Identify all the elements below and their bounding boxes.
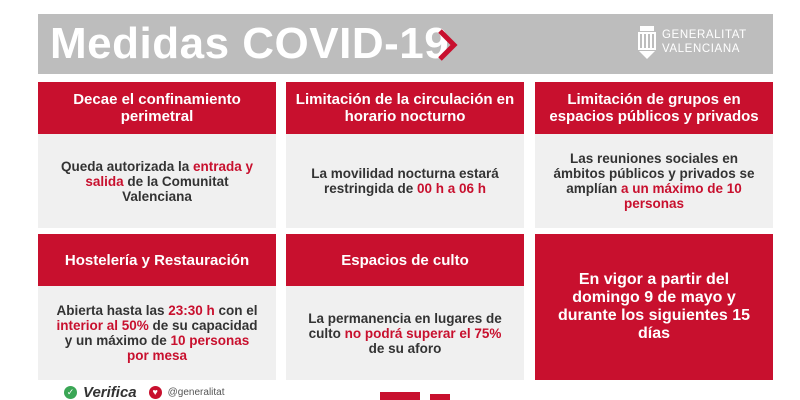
heart-icon: ♥ xyxy=(149,386,162,399)
card-body xyxy=(286,286,524,380)
highlight-text: 00 h a 06 h xyxy=(416,181,487,196)
card-body-text xyxy=(56,159,258,204)
generalitat-logo xyxy=(636,22,776,66)
card-body-text xyxy=(304,166,506,196)
chevron-right-icon xyxy=(432,27,462,63)
body-text: con el xyxy=(214,303,258,318)
coat-of-arms-icon xyxy=(636,24,658,60)
footer-logo-mark xyxy=(430,394,450,400)
highlight-text: interior al 50% xyxy=(56,318,149,333)
card-circulacion xyxy=(286,82,524,228)
check-icon: ✓ xyxy=(64,386,77,399)
card-heading: Decae el confinamiento perimetral xyxy=(38,82,276,134)
highlight-text: 23:30 h xyxy=(168,303,215,318)
footer-logo-mark xyxy=(380,392,420,400)
highlight-text: a un máximo de 10 personas xyxy=(620,181,742,211)
card-grupos xyxy=(535,82,773,228)
card-confinamiento xyxy=(38,82,276,228)
card-body-text xyxy=(553,151,755,211)
notice-card: En vigor a partir del domingo 9 de mayo y durante los siguientes 15 días xyxy=(535,234,773,380)
card-body-text xyxy=(56,303,258,363)
footer xyxy=(64,384,225,400)
card-heading: Hostelería y Restauración xyxy=(38,234,276,286)
card-body xyxy=(286,134,524,228)
body-text: de su capacidad y un máximo de xyxy=(64,318,258,348)
body-text: Abierta hasta las xyxy=(56,303,169,318)
body-text: Las reuniones sociales en ámbitos públicos y privados se amplían xyxy=(553,151,755,196)
social-handle: @generalitat xyxy=(167,386,225,398)
logo-line-2: VALENCIANA xyxy=(662,43,741,55)
card-body-text xyxy=(304,311,506,356)
card-heading: Limitación de grupos en espacios públicos y privados xyxy=(535,82,773,134)
body-text: La permanencia en lugares de culto xyxy=(308,310,502,341)
card-body xyxy=(38,286,276,380)
highlight-text: 10 personas por mesa xyxy=(126,333,250,363)
highlight-text: no podrá superar el 75% xyxy=(344,325,502,341)
highlight-text: entrada y salida xyxy=(85,158,254,189)
body-text: de la Comunitat Valenciana xyxy=(122,173,229,204)
page-title: Medidas COVID-19 xyxy=(50,19,450,68)
body-text: Queda autorizada la xyxy=(60,158,193,174)
card-body xyxy=(535,134,773,228)
card-hosteleria xyxy=(38,234,276,380)
body-text: de su aforo xyxy=(368,340,442,356)
card-heading: Limitación de la circulación en horario nocturno xyxy=(286,82,524,134)
card-heading: Espacios de culto xyxy=(286,234,524,286)
card-culto xyxy=(286,234,524,380)
card-body xyxy=(38,134,276,228)
logo-line-1: GENERALITAT xyxy=(662,29,747,41)
verifica-label: Verifica xyxy=(83,384,137,400)
body-text: La movilidad nocturna estará restringida de xyxy=(311,166,499,196)
